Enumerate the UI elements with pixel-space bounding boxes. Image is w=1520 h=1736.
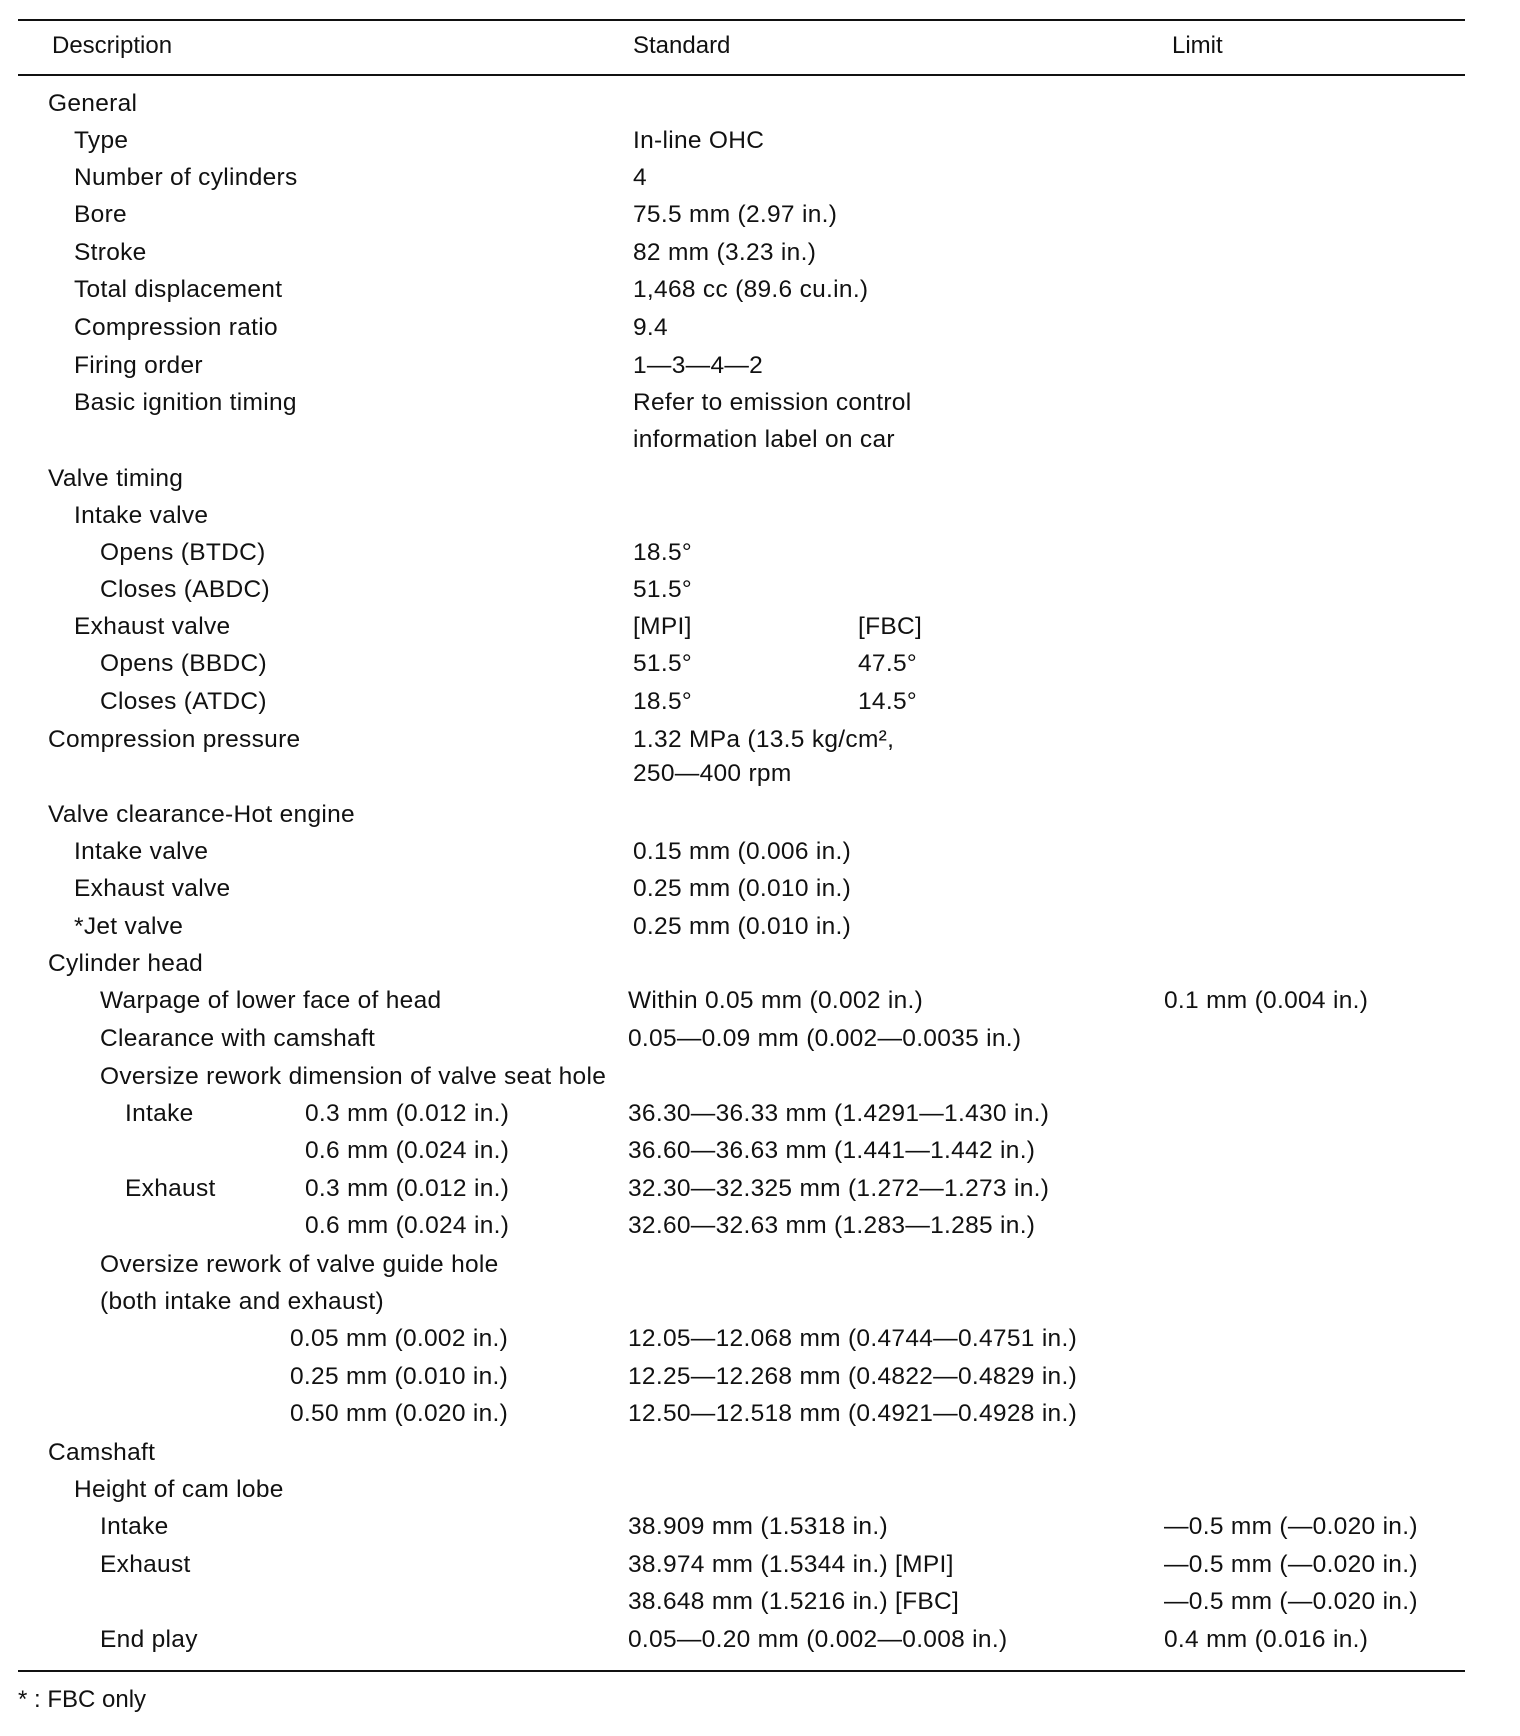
spec-row	[0, 758, 1520, 796]
row-description: Intake	[125, 1100, 194, 1127]
spec-row	[0, 1437, 1520, 1475]
row-standard: 82 mm (3.23 in.)	[633, 239, 817, 266]
row-description: Oversize rework dimension of valve seat hole	[100, 1063, 607, 1090]
spec-row	[0, 799, 1520, 837]
spec-row	[0, 1173, 1520, 1211]
spec-row	[0, 125, 1520, 163]
header-limit: Limit	[1172, 32, 1223, 59]
row-limit: 0.4 mm (0.016 in.)	[1164, 1626, 1369, 1653]
spec-row	[0, 463, 1520, 501]
spec-row	[0, 611, 1520, 649]
spec-row	[0, 1361, 1520, 1399]
row-limit: —0.5 mm (—0.020 in.)	[1164, 1551, 1418, 1578]
spec-row	[0, 350, 1520, 388]
row-oversize: 0.50 mm (0.020 in.)	[290, 1400, 509, 1427]
row-oversize: 0.25 mm (0.010 in.)	[290, 1363, 509, 1390]
row-description: Exhaust valve	[74, 875, 231, 902]
row-standard: 1.32 MPa (13.5 kg/cm²,	[633, 726, 895, 753]
spec-row	[0, 312, 1520, 350]
spec-row	[0, 1286, 1520, 1324]
header-standard: Standard	[633, 32, 731, 59]
row-description: Intake valve	[74, 502, 209, 529]
row-description: Clearance with camshaft	[100, 1025, 376, 1052]
row-description: General	[48, 90, 138, 117]
spec-row	[0, 873, 1520, 911]
spec-row	[0, 948, 1520, 986]
spec-row	[0, 911, 1520, 949]
row-standard: 0.05—0.20 mm (0.002—0.008 in.)	[628, 1626, 1008, 1653]
spec-row	[0, 274, 1520, 312]
spec-row	[0, 387, 1520, 425]
spec-row	[0, 1549, 1520, 1587]
row-description: Compression ratio	[74, 314, 278, 341]
row-description: Camshaft	[48, 1439, 156, 1466]
row-standard: Within 0.05 mm (0.002 in.)	[628, 987, 924, 1014]
row-standard: 38.909 mm (1.5318 in.)	[628, 1513, 888, 1540]
row-standard: 12.25—12.268 mm (0.4822—0.4829 in.)	[628, 1363, 1078, 1390]
row-description: Intake valve	[74, 838, 209, 865]
row-oversize: 0.3 mm (0.012 in.)	[305, 1100, 510, 1127]
spec-row	[0, 537, 1520, 575]
spec-row	[0, 724, 1520, 762]
header-description: Description	[52, 32, 173, 59]
row-standard: 1—3—4—2	[633, 352, 764, 379]
row-standard: 250—400 rpm	[633, 760, 792, 787]
row-standard: Refer to emission control	[633, 389, 912, 416]
row-description: Warpage of lower face of head	[100, 987, 442, 1014]
row-description: Exhaust valve	[74, 613, 231, 640]
row-description: Number of cylinders	[74, 164, 298, 191]
row-description: Type	[74, 127, 129, 154]
spec-row	[0, 1061, 1520, 1099]
row-description: Closes (ATDC)	[100, 688, 267, 715]
row-standard: 18.5°	[633, 539, 692, 566]
top-rule	[18, 19, 1465, 21]
row-description: Opens (BBDC)	[100, 650, 267, 677]
row-standard: [MPI]	[633, 613, 692, 640]
row-standard: 12.05—12.068 mm (0.4744—0.4751 in.)	[628, 1325, 1078, 1352]
row-description: Opens (BTDC)	[100, 539, 266, 566]
row-description: Compression pressure	[48, 726, 301, 753]
row-standard-fbc: 14.5°	[858, 688, 917, 715]
spec-row	[0, 1474, 1520, 1512]
spec-row	[0, 237, 1520, 275]
row-description: Closes (ABDC)	[100, 576, 270, 603]
row-standard: information label on car	[633, 426, 895, 453]
row-oversize: 0.05 mm (0.002 in.)	[290, 1325, 509, 1352]
row-standard: 36.30—36.33 mm (1.4291—1.430 in.)	[628, 1100, 1050, 1127]
row-description: End play	[100, 1626, 198, 1653]
row-standard-fbc: [FBC]	[858, 613, 923, 640]
row-oversize: 0.6 mm (0.024 in.)	[305, 1137, 510, 1164]
row-standard: In-line OHC	[633, 127, 765, 154]
spec-row	[0, 574, 1520, 612]
row-description: Oversize rework of valve guide hole	[100, 1251, 499, 1278]
row-description: Firing order	[74, 352, 203, 379]
row-description: Total displacement	[74, 276, 283, 303]
spec-row	[0, 648, 1520, 686]
row-limit: 0.1 mm (0.004 in.)	[1164, 987, 1369, 1014]
row-standard: 18.5°	[633, 688, 692, 715]
spec-row	[0, 1023, 1520, 1061]
row-description: Cylinder head	[48, 950, 204, 977]
row-description: *Jet valve	[74, 913, 184, 940]
spec-row	[0, 1586, 1520, 1624]
row-standard: 38.648 mm (1.5216 in.) [FBC]	[628, 1588, 960, 1615]
row-standard: 32.30—32.325 mm (1.272—1.273 in.)	[628, 1175, 1050, 1202]
row-standard: 51.5°	[633, 650, 692, 677]
spec-row	[0, 1323, 1520, 1361]
row-standard: 1,468 cc (89.6 cu.in.)	[633, 276, 869, 303]
row-description: Intake	[100, 1513, 169, 1540]
row-oversize: 0.3 mm (0.012 in.)	[305, 1175, 510, 1202]
row-description: Valve clearance-Hot engine	[48, 801, 355, 828]
row-standard: 12.50—12.518 mm (0.4921—0.4928 in.)	[628, 1400, 1078, 1427]
spec-row	[0, 1249, 1520, 1287]
row-limit: —0.5 mm (—0.020 in.)	[1164, 1588, 1418, 1615]
spec-row	[0, 985, 1520, 1023]
header-rule	[18, 74, 1465, 76]
row-description: Exhaust	[125, 1175, 216, 1202]
spec-row	[0, 199, 1520, 237]
row-standard: 36.60—36.63 mm (1.441—1.442 in.)	[628, 1137, 1036, 1164]
spec-row	[0, 1135, 1520, 1173]
row-standard-fbc: 47.5°	[858, 650, 917, 677]
spec-row	[0, 1398, 1520, 1436]
spec-row	[0, 1511, 1520, 1549]
row-description: (both intake and exhaust)	[100, 1288, 384, 1315]
spec-row	[0, 424, 1520, 462]
row-standard: 75.5 mm (2.97 in.)	[633, 201, 838, 228]
spec-row	[0, 162, 1520, 200]
row-standard: 0.05—0.09 mm (0.002—0.0035 in.)	[628, 1025, 1022, 1052]
row-description: Valve timing	[48, 465, 184, 492]
row-oversize: 0.6 mm (0.024 in.)	[305, 1212, 510, 1239]
spec-row	[0, 1098, 1520, 1136]
spec-row	[0, 1210, 1520, 1248]
row-standard: 0.25 mm (0.010 in.)	[633, 875, 852, 902]
footnote: * : FBC only	[18, 1686, 147, 1713]
spec-row	[0, 686, 1520, 724]
row-standard: 51.5°	[633, 576, 692, 603]
row-description: Stroke	[74, 239, 147, 266]
row-standard: 0.25 mm (0.010 in.)	[633, 913, 852, 940]
row-description: Exhaust	[100, 1551, 191, 1578]
row-standard: 0.15 mm (0.006 in.)	[633, 838, 852, 865]
row-description: Basic ignition timing	[74, 389, 297, 416]
row-limit: —0.5 mm (—0.020 in.)	[1164, 1513, 1418, 1540]
row-standard: 9.4	[633, 314, 668, 341]
row-standard: 4	[633, 164, 647, 191]
spec-row	[0, 500, 1520, 538]
spec-row	[0, 836, 1520, 874]
bottom-rule	[18, 1670, 1465, 1672]
row-description: Height of cam lobe	[74, 1476, 284, 1503]
spec-row	[0, 1624, 1520, 1662]
spec-row	[0, 88, 1520, 126]
row-standard: 32.60—32.63 mm (1.283—1.285 in.)	[628, 1212, 1036, 1239]
row-description: Bore	[74, 201, 127, 228]
row-standard: 38.974 mm (1.5344 in.) [MPI]	[628, 1551, 954, 1578]
